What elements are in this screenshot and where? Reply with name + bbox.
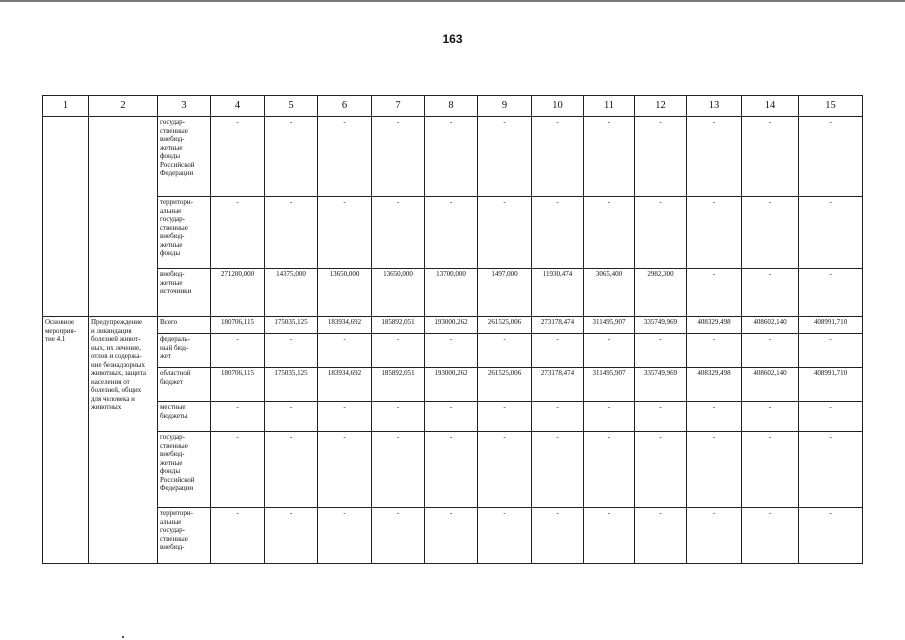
value-cell: - — [211, 402, 265, 432]
value-cell: - — [635, 197, 687, 269]
value-cell: - — [742, 117, 799, 197]
value-cell: - — [318, 117, 372, 197]
value-cell: - — [532, 334, 584, 368]
value-cell: - — [687, 508, 742, 564]
value-cell: - — [799, 334, 863, 368]
page-number: 163 — [442, 32, 463, 46]
value-cell: 408991,710 — [799, 368, 863, 402]
measure-description: Предупреждение и ликвидация болезней живот- ных, их лечение, отлов и содержа- ние безнадзорных животных, защита населения от болезней, общих для человека и животных — [89, 317, 158, 564]
value-cell: - — [635, 334, 687, 368]
value-cell: - — [687, 334, 742, 368]
value-cell: - — [799, 402, 863, 432]
value-cell: - — [687, 269, 742, 317]
value-cell: 335749,969 — [635, 317, 687, 334]
value-cell: 180706,115 — [211, 317, 265, 334]
value-cell: 2982,300 — [635, 269, 687, 317]
value-cell: - — [211, 197, 265, 269]
column-header: 5 — [265, 96, 318, 117]
table-row — [43, 197, 863, 269]
value-cell: - — [799, 117, 863, 197]
value-cell: 408602,140 — [742, 368, 799, 402]
column-header: 12 — [635, 96, 687, 117]
value-cell: 193000,262 — [425, 368, 478, 402]
value-cell: 408602,140 — [742, 317, 799, 334]
value-cell: 271200,000 — [211, 269, 265, 317]
value-cell: - — [211, 117, 265, 197]
value-cell: - — [584, 117, 635, 197]
value-cell: 311495,907 — [584, 317, 635, 334]
value-cell: - — [635, 508, 687, 564]
value-cell: - — [742, 197, 799, 269]
value-cell: - — [532, 508, 584, 564]
value-cell: - — [799, 508, 863, 564]
value-cell: 261525,006 — [478, 317, 532, 334]
column-header: 9 — [478, 96, 532, 117]
table-row — [43, 317, 863, 334]
value-cell: - — [742, 269, 799, 317]
value-cell: - — [211, 432, 265, 508]
funding-source: местные бюджеты — [158, 402, 211, 432]
value-cell: - — [425, 117, 478, 197]
value-cell: - — [532, 117, 584, 197]
value-cell: 13650,000 — [372, 269, 425, 317]
value-cell: - — [742, 402, 799, 432]
value-cell: - — [318, 508, 372, 564]
blank-cell — [89, 117, 158, 317]
table-row — [43, 117, 863, 197]
value-cell: 3065,400 — [584, 269, 635, 317]
value-cell: 185892,051 — [372, 317, 425, 334]
value-cell: - — [265, 334, 318, 368]
value-cell: - — [478, 117, 532, 197]
value-cell: - — [799, 432, 863, 508]
value-cell: 175035,125 — [265, 317, 318, 334]
value-cell: - — [265, 508, 318, 564]
value-cell: - — [372, 334, 425, 368]
value-cell: - — [425, 197, 478, 269]
value-cell: - — [372, 508, 425, 564]
value-cell: - — [478, 197, 532, 269]
value-cell: - — [742, 432, 799, 508]
column-header: 10 — [532, 96, 584, 117]
value-cell: - — [425, 334, 478, 368]
funding-source: областной бюджет — [158, 368, 211, 402]
funding-source: государ- ственные внебюд- жетные фонды Российской Федерации — [158, 432, 211, 508]
value-cell: 193000,262 — [425, 317, 478, 334]
table-row — [43, 432, 863, 508]
value-cell: - — [532, 432, 584, 508]
value-cell: 273178,474 — [532, 368, 584, 402]
column-header: 15 — [799, 96, 863, 117]
table-row — [43, 368, 863, 402]
value-cell: 183934,692 — [318, 317, 372, 334]
value-cell: 180706,115 — [211, 368, 265, 402]
value-cell: - — [799, 197, 863, 269]
value-cell: 273178,474 — [532, 317, 584, 334]
value-cell: - — [532, 402, 584, 432]
table-row — [43, 508, 863, 564]
value-cell: - — [687, 197, 742, 269]
value-cell: - — [687, 432, 742, 508]
column-header: 13 — [687, 96, 742, 117]
value-cell: - — [584, 508, 635, 564]
value-cell: - — [687, 117, 742, 197]
column-header: 8 — [425, 96, 478, 117]
value-cell: - — [372, 117, 425, 197]
value-cell: 14375,000 — [265, 269, 318, 317]
measure-title: Основное мероприя- тие 4.1 — [43, 317, 89, 564]
value-cell: - — [478, 432, 532, 508]
value-cell: 261525,006 — [478, 368, 532, 402]
value-cell: 11930,474 — [532, 269, 584, 317]
value-cell: - — [318, 197, 372, 269]
value-cell: - — [687, 402, 742, 432]
value-cell: - — [584, 197, 635, 269]
value-cell: - — [425, 508, 478, 564]
value-cell: - — [318, 334, 372, 368]
value-cell: - — [372, 402, 425, 432]
value-cell: - — [532, 197, 584, 269]
header-row — [43, 96, 863, 117]
column-header: 4 — [211, 96, 265, 117]
table-row — [43, 269, 863, 317]
value-cell: - — [635, 402, 687, 432]
value-cell: 183934,692 — [318, 368, 372, 402]
funding-source: государ- ственные внебюд- жетные фонды Российской Федерации — [158, 117, 211, 197]
value-cell: - — [584, 402, 635, 432]
value-cell: 175035,125 — [265, 368, 318, 402]
value-cell: - — [584, 334, 635, 368]
table-row — [43, 334, 863, 368]
value-cell: - — [635, 432, 687, 508]
column-header: 3 — [158, 96, 211, 117]
value-cell: - — [478, 508, 532, 564]
funding-source: территори- альные государ- ственные внебюд- — [158, 508, 211, 564]
value-cell: 408329,498 — [687, 317, 742, 334]
value-cell: - — [584, 432, 635, 508]
value-cell: - — [478, 334, 532, 368]
value-cell: - — [425, 432, 478, 508]
value-cell: - — [742, 334, 799, 368]
column-header: 7 — [372, 96, 425, 117]
value-cell: 335749,969 — [635, 368, 687, 402]
value-cell: 13650,000 — [318, 269, 372, 317]
value-cell: - — [635, 117, 687, 197]
value-cell: - — [425, 402, 478, 432]
value-cell: - — [742, 508, 799, 564]
value-cell: 311495,907 — [584, 368, 635, 402]
value-cell: - — [265, 197, 318, 269]
funding-source: Всего — [158, 317, 211, 334]
value-cell: - — [318, 432, 372, 508]
value-cell: - — [372, 432, 425, 508]
table-row — [43, 402, 863, 432]
value-cell: 13700,000 — [425, 269, 478, 317]
value-cell: - — [318, 402, 372, 432]
value-cell: - — [265, 117, 318, 197]
column-header: 14 — [742, 96, 799, 117]
column-header: 2 — [89, 96, 158, 117]
scan-speck — [122, 636, 124, 638]
value-cell: - — [372, 197, 425, 269]
value-cell: 1497,000 — [478, 269, 532, 317]
value-cell: - — [211, 334, 265, 368]
funding-source: внебюд- жетные источники — [158, 269, 211, 317]
value-cell: 185892,051 — [372, 368, 425, 402]
value-cell: - — [799, 269, 863, 317]
value-cell: - — [265, 432, 318, 508]
budget-table — [42, 95, 863, 564]
value-cell: 408329,498 — [687, 368, 742, 402]
value-cell: - — [211, 508, 265, 564]
funding-source: территори- альные государ- ственные внебюд- жетные фонды — [158, 197, 211, 269]
top-border-line — [0, 0, 905, 2]
column-header: 6 — [318, 96, 372, 117]
value-cell: 408991,710 — [799, 317, 863, 334]
blank-cell — [43, 117, 89, 317]
column-header: 11 — [584, 96, 635, 117]
column-header: 1 — [43, 96, 89, 117]
funding-source: федераль- ный бюд- жет — [158, 334, 211, 368]
value-cell: - — [265, 402, 318, 432]
value-cell: - — [478, 402, 532, 432]
